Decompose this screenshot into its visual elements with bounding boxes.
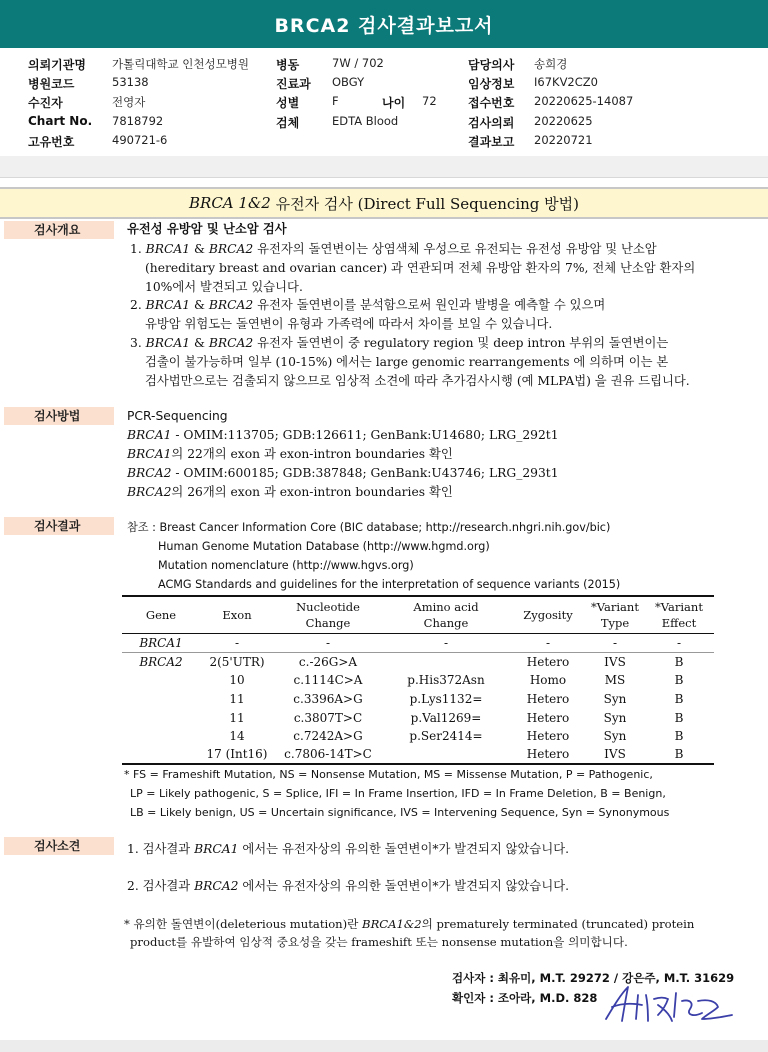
info-label: 성별: [276, 96, 300, 110]
info-label: 임상정보: [468, 77, 515, 91]
table-cell: B: [674, 673, 684, 688]
report-header: [0, 0, 768, 48]
info-value: 53138: [112, 75, 149, 89]
footnote-line: LB = Likely benign, US = Uncertain significance, IVS = Intervening Sequence, Syn = Synonymous: [130, 806, 670, 819]
table-cell: c.3807T>C: [293, 710, 363, 725]
table-cell: BRCA1: [122, 634, 200, 653]
examiner-line: 검사자 : 최유미, M.T. 29272 / 강은주, M.T. 31629: [452, 971, 735, 985]
table-cell: Homo: [529, 673, 567, 688]
method-label: 검사방법: [4, 407, 114, 425]
section-title: [0, 187, 768, 219]
info-value: 20220625-14087: [534, 94, 634, 108]
table-cell: 11: [229, 691, 245, 706]
info-row: [0, 56, 768, 74]
table-row: [122, 634, 714, 653]
table-cell: -: [586, 634, 644, 653]
info-row: [0, 133, 768, 151]
table-cell: [122, 671, 200, 690]
handwritten-signature: [598, 981, 738, 1027]
title-rest: 유전자 검사 (Direct Full Sequencing 방법): [270, 194, 579, 213]
info-row: [0, 75, 768, 93]
info-value: 가톨릭대학교 인천성모병원: [112, 57, 249, 71]
table-cell: -: [382, 634, 510, 653]
table-cell: -: [200, 634, 274, 653]
info-value: 전영자: [112, 95, 146, 109]
title-gene: BRCA 1&2: [189, 194, 271, 212]
info-value: EDTA Blood: [332, 114, 399, 128]
info-label: 담당의사: [468, 58, 515, 72]
table-cell: Syn: [603, 691, 627, 706]
info-label: 고유번호: [28, 135, 75, 149]
table-cell: B: [674, 655, 684, 670]
table-cell: Hetero: [526, 710, 570, 725]
table-cell: c.-26G>A: [298, 655, 358, 670]
column-header: Exon: [200, 596, 274, 634]
table-cell: 17 (Int16): [200, 745, 274, 764]
table-cell: [122, 690, 200, 709]
method-line: BRCA2의 26개의 exon 과 exon-intron boundaries 확인: [127, 485, 453, 499]
table-cell: 2(5'UTR): [209, 655, 265, 670]
table-cell: BRCA2: [139, 655, 183, 670]
info-label: Chart No.: [28, 114, 93, 128]
page-bottom: [0, 1040, 768, 1052]
opinion-label: 검사소견: [4, 837, 114, 855]
table-row: [122, 727, 714, 746]
info-label: 수진자: [28, 96, 63, 110]
column-header: Amino acid Change: [382, 596, 510, 634]
method-line: BRCA1의 22개의 exon 과 exon-intron boundaries 확인: [127, 447, 453, 461]
opinion-note: * 유의한 돌연변이(deleterious mutation)란 BRCA1&2의 prematurely terminated (truncated) protein: [124, 917, 695, 931]
table-cell: -: [510, 634, 586, 653]
table-row: [122, 653, 714, 672]
table-cell: Hetero: [526, 729, 570, 744]
column-header: Zygosity: [510, 596, 586, 634]
info-value: 490721-6: [112, 133, 168, 147]
opinion-line: 2. 검사결과 BRCA2 에서는 유전자상의 유의한 돌연변이*가 발견되지 않았습니다.: [127, 879, 569, 893]
table-row: [122, 690, 714, 709]
info-value: 20220721: [534, 133, 593, 147]
table-cell: p.Ser2414=: [409, 729, 483, 744]
footnote-line: LP = Likely pathogenic, S = Splice, IFI = In Frame Insertion, IFD = In Frame Deletion, B = Benign,: [130, 787, 666, 800]
info-row: [0, 114, 768, 132]
table-cell: -: [274, 634, 382, 653]
overview-line: 3. BRCA1 & BRCA2 유전자 돌연변이 중 regulatory region 및 deep intron 부위의 돌연변이는: [130, 336, 669, 350]
info-row: [0, 94, 768, 112]
info-value: 7W / 702: [332, 56, 384, 70]
table-cell: p.Val1269=: [410, 710, 482, 725]
column-header: Gene: [122, 596, 200, 634]
table-cell: Hetero: [526, 691, 570, 706]
age-value: 72: [422, 94, 437, 108]
info-label: 검체: [276, 116, 300, 130]
info-label: 의뢰기관명: [28, 58, 86, 72]
info-label: 병원코드: [28, 77, 75, 91]
table-cell: [122, 708, 200, 727]
table-cell: B: [674, 691, 684, 706]
overview-line: 검사법만으로는 검출되지 않으므로 임상적 소견에 따라 추가검사시행 (예 MLPA법) 을 권유 드립니다.: [145, 374, 690, 388]
table-cell: [382, 653, 510, 672]
overview-line: 유방암 위험도는 돌연변이 유형과 가족력에 따라서 차이를 보일 수 있습니다.: [145, 317, 553, 331]
method-line: BRCA2 - OMIM:600185; GDB:387848; GenBank:U43746; LRG_293t1: [127, 466, 559, 480]
table-cell: [122, 745, 200, 764]
table-cell: B: [674, 710, 684, 725]
table-cell: 14: [229, 729, 245, 744]
overview-line: 2. BRCA1 & BRCA2 유전자 돌연변이를 분석함으로써 원인과 발병을 예측할 수 있으며: [130, 298, 606, 312]
table-cell: c.7806-14T>C: [274, 745, 382, 764]
overview-line: 1. BRCA1 & BRCA2 유전자의 돌연변이는 상염색체 우성으로 유전되는 유전성 유방암 및 난소암: [130, 242, 657, 256]
info-value: 20220625: [534, 114, 593, 128]
table-cell: Hetero: [510, 745, 586, 764]
table-cell: 10: [229, 673, 245, 688]
table-header-row: [122, 596, 714, 634]
table-cell: B: [674, 729, 684, 744]
table-cell: p.His372Asn: [407, 673, 485, 688]
table-cell: 11: [229, 710, 245, 725]
table-cell: IVS: [604, 655, 626, 670]
method-line: BRCA1 - OMIM:113705; GDB:126611; GenBank:U14680; LRG_292t1: [127, 428, 559, 442]
reference-line: 참조 : Breast Cancer Information Core (BIC database; http://research.nhgri.nih.gov/bic): [127, 521, 611, 534]
confirmer-line: 확인자 : 조아라, M.D. 828: [452, 991, 598, 1005]
table-cell: Syn: [603, 729, 627, 744]
age-label: 나이: [382, 96, 406, 110]
variant-table: [122, 595, 714, 765]
table-row: [122, 671, 714, 690]
overview-line: (hereditary breast and ovarian cancer) 과 연관되며 전체 유방암 환자의 7%, 전체 난소암 환자의: [145, 261, 696, 275]
table-cell: p.Lys1132=: [409, 691, 483, 706]
info-label: 결과보고: [468, 135, 515, 149]
column-header: Nucleotide Change: [274, 596, 382, 634]
column-header: *Variant Effect: [644, 596, 714, 634]
method-line: PCR-Sequencing: [127, 409, 228, 423]
report-body: [0, 179, 768, 1039]
info-label: 검사의뢰: [468, 116, 515, 130]
info-value: 7818792: [112, 114, 164, 128]
reference-line: Mutation nomenclature (http://www.hgvs.org): [158, 559, 414, 572]
info-value: OBGY: [332, 75, 365, 89]
opinion-line: 1. 검사결과 BRCA1 에서는 유전자상의 유의한 돌연변이*가 발견되지 않았습니다.: [127, 842, 569, 856]
overview-line: 검출이 불가능하며 일부 (10-15%) 에서는 large genomic rearrangements 에 의하며 이는 본: [145, 355, 669, 369]
info-label: 접수번호: [468, 96, 515, 110]
table-cell: Hetero: [526, 655, 570, 670]
page-separator: [0, 156, 768, 178]
table-cell: Syn: [603, 710, 627, 725]
overview-heading: 유전성 유방암 및 난소암 검사: [127, 222, 287, 236]
reference-line: Human Genome Mutation Database (http://www.hgmd.org): [158, 540, 490, 553]
info-value: 송희경: [534, 57, 568, 71]
table-cell: IVS: [586, 745, 644, 764]
info-label: 진료과: [276, 77, 311, 91]
table-row: [122, 745, 714, 764]
table-cell: c.7242A>G: [293, 729, 363, 744]
overview-label: 검사개요: [4, 221, 114, 239]
table-cell: MS: [604, 673, 626, 688]
info-label: 병동: [276, 58, 300, 72]
table-cell: [382, 745, 510, 764]
overview-line: 10%에서 발견되고 있습니다.: [145, 280, 303, 294]
table-row: [122, 708, 714, 727]
reference-line: ACMG Standards and guidelines for the interpretation of sequence variants (2015): [158, 578, 621, 591]
result-label: 검사결과: [4, 517, 114, 535]
info-value: F: [332, 94, 339, 108]
patient-info: [0, 56, 768, 152]
column-header: *Variant Type: [586, 596, 644, 634]
table-cell: c.1114C>A: [293, 673, 363, 688]
info-value: I67KV2CZ0: [534, 75, 598, 89]
table-cell: c.3396A>G: [293, 691, 363, 706]
table-cell: [122, 727, 200, 746]
report-title: BRCA2 검사결과보고서: [274, 14, 494, 37]
footnote-line: * FS = Frameshift Mutation, NS = Nonsense Mutation, MS = Missense Mutation, P = Pathogenic,: [124, 768, 653, 781]
table-cell: B: [644, 745, 714, 764]
opinion-note: product를 유발하여 임상적 중요성을 갖는 frameshift 또는 nonsense mutation을 의미합니다.: [130, 935, 628, 949]
table-cell: -: [644, 634, 714, 653]
